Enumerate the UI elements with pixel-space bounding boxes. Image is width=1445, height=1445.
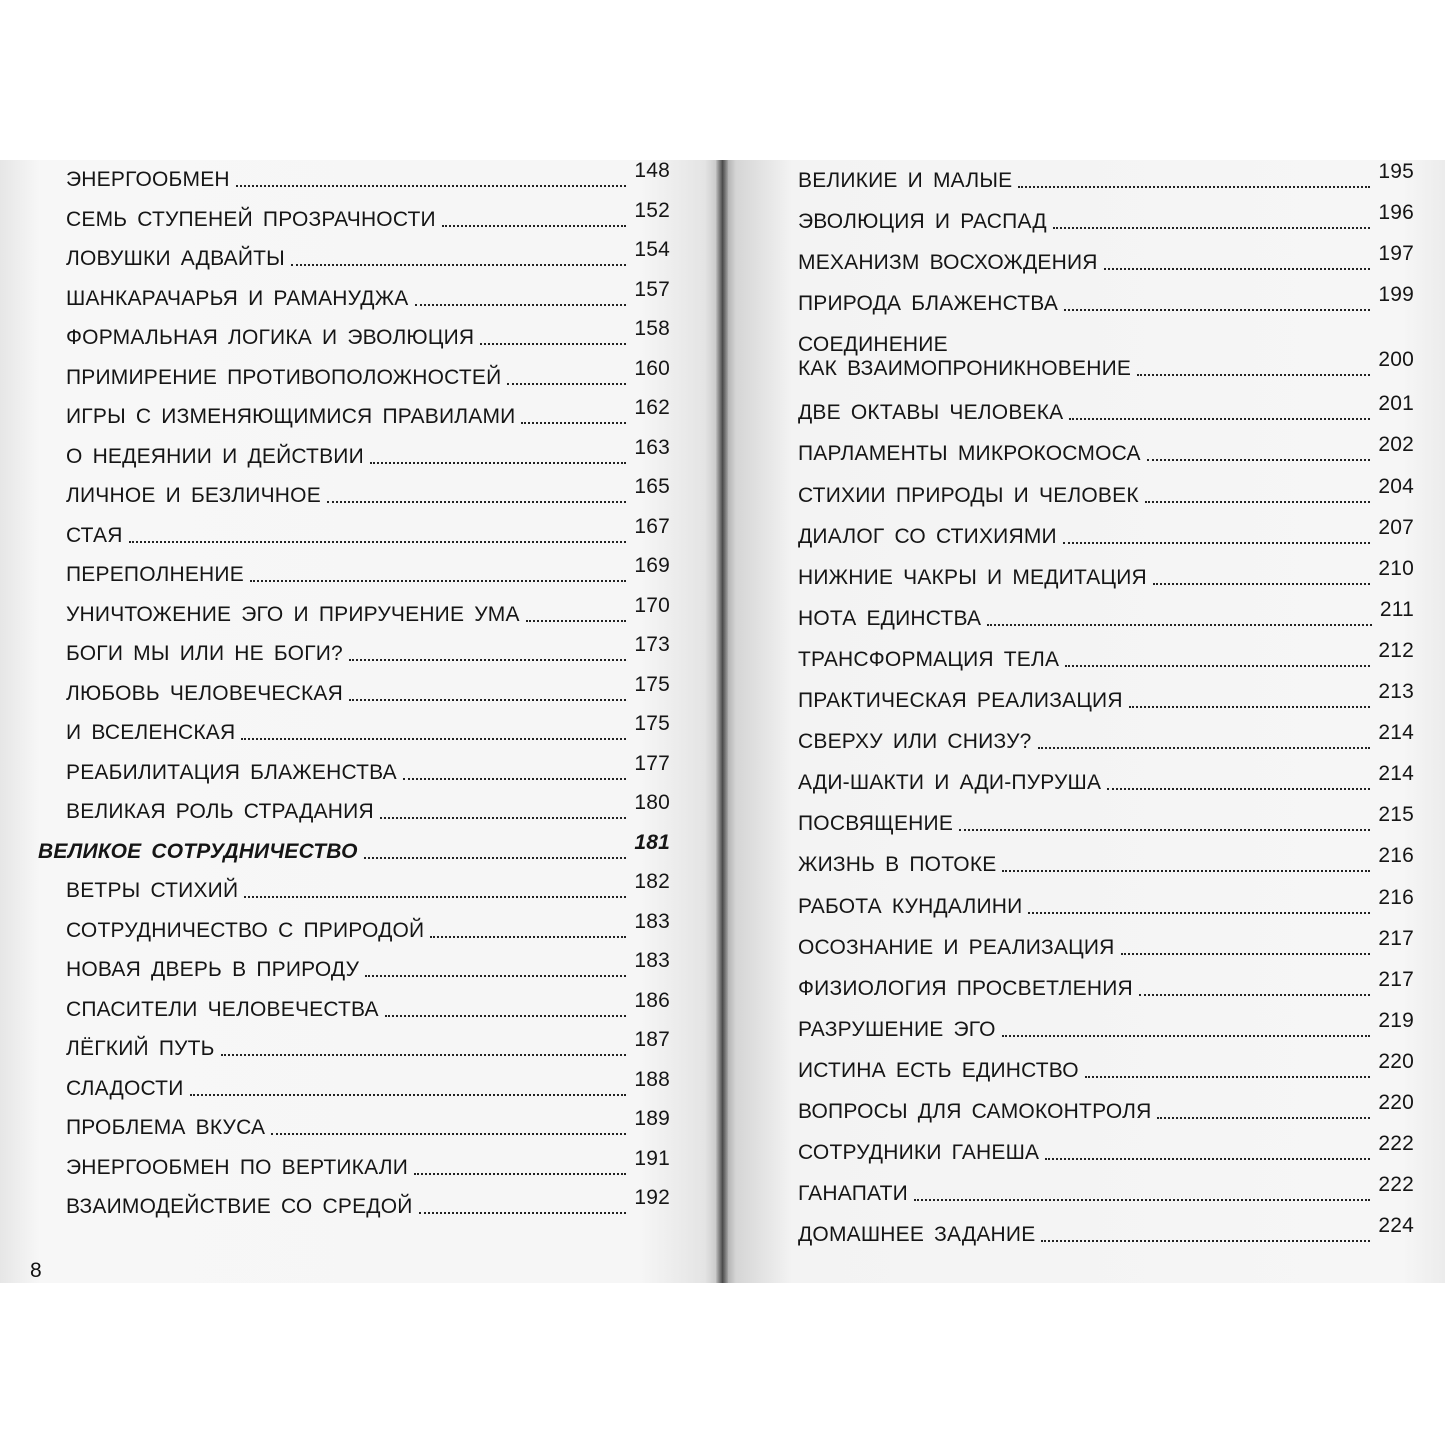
toc-entry	[66, 554, 670, 603]
toc-entry	[66, 277, 670, 327]
dot-leader	[1157, 1117, 1370, 1119]
entry-page-number: 207	[1378, 515, 1414, 539]
dot-leader	[1147, 459, 1371, 461]
entry-title: ИСТИНА ЕСТЬ ЕДИНСТВО	[798, 1058, 1079, 1082]
entry-title: ВЕТРЫ СТИХИЙ	[66, 879, 239, 902]
toc-entry	[66, 198, 670, 248]
entry-title: ПЕРЕПОЛНЕНИЕ	[66, 563, 244, 586]
entry-page-number: 183	[634, 909, 670, 933]
entry-page-number: 180	[634, 791, 670, 814]
toc-entry	[798, 556, 1414, 607]
entry-page-number: 188	[634, 1067, 670, 1091]
dot-leader	[221, 1054, 627, 1056]
toc-entry	[66, 1067, 670, 1117]
entry-page-number: 165	[634, 475, 670, 498]
entry-page-number: 219	[1378, 1008, 1414, 1032]
entry-page-number: 154	[634, 238, 670, 261]
entry-page-number: 183	[634, 949, 670, 972]
toc-entry	[66, 475, 670, 524]
right-toc-list	[798, 160, 1414, 1264]
toc-entry	[66, 317, 670, 366]
book-spread	[0, 160, 1445, 1283]
entry-page-number: 177	[634, 751, 670, 775]
dot-leader	[241, 738, 626, 740]
entry-page-number: 212	[1378, 638, 1414, 662]
toc-entry	[798, 762, 1414, 812]
entry-page-number: 162	[634, 396, 670, 419]
entry-title: ЭНЕРГООБМЕН	[66, 168, 230, 191]
dot-leader	[1137, 374, 1370, 376]
entry-title: СОТРУДНИКИ ГАНЕША	[798, 1141, 1040, 1165]
entry-title: ЭВОЛЮЦИЯ И РАСПАД	[798, 210, 1047, 234]
dot-leader	[327, 501, 626, 503]
entry-page-number: 220	[1378, 1090, 1414, 1114]
entry-page-number: 201	[1378, 392, 1414, 416]
entry-page-number: 199	[1378, 283, 1414, 307]
toc-entry	[66, 160, 670, 208]
entry-page-number: 182	[634, 870, 670, 893]
entry-page-number: 187	[634, 1028, 670, 1051]
entry-page-number: 191	[634, 1146, 670, 1170]
entry-title: ВОПРОСЫ ДЛЯ САМОКОНТРОЛЯ	[798, 1099, 1152, 1123]
dot-leader	[271, 1133, 626, 1135]
entry-title: НИЖНИЕ ЧАКРЫ И МЕДИТАЦИЯ	[798, 565, 1147, 589]
toc-entry	[798, 721, 1414, 771]
dot-leader	[403, 778, 626, 780]
entry-title: ЛОВУШКИ АДВАЙТЫ	[66, 247, 285, 270]
toc-entry	[66, 593, 670, 643]
dot-leader	[1104, 268, 1371, 270]
entry-title: СТАЯ	[66, 523, 123, 547]
entry-title: ВЕЛИКАЯ РОЛЬ СТРАДАНИЯ	[66, 800, 374, 823]
entry-page-number: 195	[1378, 160, 1414, 183]
entry-page-number: 169	[634, 554, 670, 577]
entry-page-number: 148	[634, 160, 670, 182]
entry-title: ПОСВЯЩЕНИЕ	[798, 812, 954, 836]
dot-leader	[370, 462, 626, 464]
entry-page-number: 173	[634, 633, 670, 656]
entry-title: ДВЕ ОКТАВЫ ЧЕЛОВЕКА	[798, 401, 1064, 425]
entry-page-number: 214	[1378, 762, 1414, 786]
dot-leader	[419, 1212, 627, 1214]
entry-page-number: 175	[634, 712, 670, 735]
entry-page-number: 181	[634, 830, 670, 854]
dot-leader	[190, 1094, 627, 1096]
toc-entry	[798, 885, 1414, 936]
entry-title: СЕМЬ СТУПЕНЕЙ ПРОЗРАЧНОСТИ	[66, 207, 436, 231]
dot-leader	[442, 225, 627, 227]
entry-title: ЭНЕРГООБМЕН ПО ВЕРТИКАЛИ	[66, 1155, 409, 1179]
entry-title: УНИЧТОЖЕНИЕ ЭГО И ПРИРУЧЕНИЕ УМА	[66, 602, 520, 626]
entry-page-number: 196	[1378, 201, 1414, 225]
entry-title: СТИХИИ ПРИРОДЫ И ЧЕЛОВЕК	[798, 483, 1139, 507]
toc-entry	[66, 1107, 670, 1156]
dot-leader	[380, 817, 627, 819]
dot-leader	[1063, 542, 1371, 544]
dot-leader	[415, 304, 627, 306]
entry-title: ИГРЫ С ИЗМЕНЯЮЩИМИСЯ ПРАВИЛАМИ	[66, 405, 516, 428]
book-gutter-shadow	[716, 160, 728, 1283]
toc-entry	[66, 712, 670, 761]
entry-title: РАЗРУШЕНИЕ ЭГО	[798, 1017, 996, 1041]
entry-title: ШАНКАРАЧАРЬЯ И РАМАНУДЖА	[66, 286, 409, 310]
entry-page-number: 152	[634, 198, 670, 222]
toc-entry	[798, 1008, 1414, 1059]
entry-title: МЕХАНИЗМ ВОСХОЖДЕНИЯ	[798, 251, 1098, 275]
dot-leader	[1038, 747, 1371, 749]
entry-title: СОТРУДНИЧЕСТВО С ПРИРОДОЙ	[66, 918, 425, 942]
entry-title: ПАРЛАМЕНТЫ МИКРОКОСМОСА	[798, 442, 1141, 466]
entry-title: ВЕЛИКОЕ СОТРУДНИЧЕСТВО	[38, 839, 358, 863]
entry-title: БОГИ МЫ ИЛИ НЕ БОГИ?	[66, 642, 343, 665]
right-page	[722, 160, 1445, 1283]
toc-entry	[798, 474, 1414, 525]
dot-leader	[1085, 1076, 1371, 1078]
entry-page-number: 160	[634, 356, 670, 380]
entry-page-number: 186	[634, 988, 670, 1012]
entry-title: ПРОБЛЕМА ВКУСА	[66, 1116, 266, 1139]
dot-leader	[349, 659, 626, 661]
toc-entry	[798, 1049, 1414, 1100]
entry-title: ТРАНСФОРМАЦИЯ ТЕЛА	[798, 647, 1060, 671]
dot-leader	[1002, 870, 1370, 872]
dot-leader	[1018, 186, 1370, 188]
toc-entry	[798, 333, 1414, 401]
toc-entry	[66, 949, 670, 998]
toc-section-heading	[38, 830, 670, 880]
dot-leader	[1028, 912, 1370, 914]
entry-title: О НЕДЕЯНИИ И ДЕЙСТВИИ	[66, 444, 364, 468]
toc-entry	[798, 597, 1414, 648]
toc-entry	[798, 967, 1414, 1018]
entry-page-number: 211	[1379, 597, 1414, 621]
entry-title-line1: СОЕДИНЕНИЕ	[798, 333, 948, 357]
toc-entry	[798, 1173, 1414, 1223]
entry-title: ФОРМАЛЬНАЯ ЛОГИКА И ЭВОЛЮЦИЯ	[66, 326, 475, 349]
entry-page-number: 210	[1378, 556, 1414, 580]
dot-leader	[414, 1173, 626, 1175]
dot-leader	[385, 1015, 627, 1017]
entry-title: ПРИРОДА БЛАЖЕНСТВА	[798, 292, 1059, 316]
dot-leader	[1053, 227, 1371, 229]
entry-page-number: 216	[1378, 844, 1414, 868]
toc-entry	[66, 870, 670, 919]
entry-title: ФИЗИОЛОГИЯ ПРОСВЕТЛЕНИЯ	[798, 976, 1133, 1000]
toc-entry	[66, 1028, 670, 1077]
entry-page-number: 215	[1378, 803, 1414, 827]
dot-leader	[480, 343, 626, 345]
entry-page-number: 189	[634, 1107, 670, 1130]
entry-title: ЛИЧНОЕ И БЕЗЛИЧНОЕ	[66, 484, 321, 507]
entry-page-number: 220	[1378, 1049, 1414, 1073]
entry-title: ЖИЗНЬ В ПОТОКЕ	[798, 853, 997, 877]
entry-page-number: 192	[634, 1186, 670, 1209]
entry-title: РАБОТА КУНДАЛИНИ	[798, 894, 1023, 918]
entry-title: ДОМАШНЕЕ ЗАДАНИЕ	[798, 1223, 1036, 1247]
entry-title: КАК ВЗАИМОПРОНИКНОВЕНИЕ	[798, 357, 1132, 381]
entry-page-number: 222	[1378, 1173, 1414, 1197]
entry-page-number: 157	[634, 277, 670, 301]
entry-title: ПРАКТИЧЕСКАЯ РЕАЛИЗАЦИЯ	[798, 689, 1123, 713]
dot-leader	[959, 829, 1370, 831]
entry-page-number: 204	[1378, 474, 1414, 498]
entry-page-number: 216	[1378, 885, 1414, 909]
toc-entry	[798, 1090, 1414, 1141]
dot-leader	[1045, 1158, 1370, 1160]
toc-entry	[66, 1186, 670, 1235]
dot-leader	[291, 264, 626, 266]
page-folio: 8	[30, 1259, 42, 1282]
toc-entry	[798, 201, 1414, 251]
entry-page-number: 163	[634, 435, 670, 459]
dot-leader	[526, 620, 627, 622]
entry-title: НОТА ЕДИНСТВА	[798, 606, 982, 630]
toc-entry	[798, 844, 1414, 894]
entry-page-number: 217	[1378, 926, 1414, 950]
dot-leader	[1139, 994, 1371, 996]
toc-entry	[798, 433, 1414, 483]
dot-leader	[1129, 706, 1371, 708]
dot-leader	[521, 422, 626, 424]
toc-entry	[798, 803, 1414, 853]
entry-title: ВЗАИМОДЕЙСТВИЕ СО СРЕДОЙ	[66, 1195, 413, 1218]
entry-page-number: 214	[1378, 721, 1414, 745]
dot-leader	[129, 541, 627, 543]
toc-entry	[798, 160, 1414, 210]
dot-leader	[507, 383, 626, 385]
dot-leader	[1069, 418, 1370, 420]
entry-title: РЕАБИЛИТАЦИЯ БЛАЖЕНСТВА	[66, 760, 397, 784]
dot-leader	[250, 580, 626, 582]
toc-entry	[798, 515, 1414, 566]
dot-leader	[914, 1199, 1370, 1201]
dot-leader	[430, 936, 626, 938]
entry-title: И ВСЕЛЕНСКАЯ	[66, 721, 236, 744]
entry-title: НОВАЯ ДВЕРЬ В ПРИРОДУ	[66, 958, 360, 981]
entry-page-number: 202	[1378, 433, 1414, 457]
entry-page-number: 213	[1378, 680, 1414, 704]
entry-title: АДИ-ШАКТИ И АДИ-ПУРУША	[798, 771, 1102, 795]
entry-page-number: 224	[1378, 1214, 1414, 1238]
toc-entry	[798, 680, 1414, 730]
entry-page-number: 197	[1378, 242, 1414, 266]
entry-title: СЛАДОСТИ	[66, 1076, 184, 1100]
toc-entry	[66, 988, 670, 1038]
toc-entry	[798, 242, 1414, 292]
toc-entry	[66, 238, 670, 287]
dot-leader	[364, 857, 627, 859]
entry-page-number: 158	[634, 317, 670, 340]
dot-leader	[244, 896, 626, 898]
entry-title: ЛЮБОВЬ ЧЕЛОВЕЧЕСКАЯ	[66, 681, 344, 705]
left-page	[0, 160, 722, 1283]
entry-page-number: 167	[634, 514, 670, 538]
toc-entry	[798, 1132, 1414, 1182]
toc-entry	[798, 638, 1414, 689]
toc-entry	[66, 672, 670, 722]
toc-entry	[66, 356, 670, 406]
entry-title: СВЕРХУ ИЛИ СНИЗУ?	[798, 730, 1032, 754]
entry-page-number: 217	[1378, 967, 1414, 991]
toc-entry	[66, 1146, 670, 1196]
dot-leader	[1002, 1035, 1371, 1037]
entry-title: ЛЁГКИЙ ПУТЬ	[66, 1037, 215, 1060]
toc-entry	[798, 926, 1414, 977]
dot-leader	[236, 185, 627, 187]
toc-entry	[66, 396, 670, 445]
entry-page-number: 175	[634, 672, 670, 696]
entry-page-number: 222	[1378, 1132, 1414, 1156]
entry-page-number: 170	[634, 593, 670, 617]
toc-entry	[66, 909, 670, 959]
entry-page-number: 200	[1378, 348, 1414, 372]
dot-leader	[1121, 953, 1371, 955]
dot-leader	[1041, 1240, 1370, 1242]
toc-entry	[66, 791, 670, 840]
toc-entry	[66, 633, 670, 682]
dot-leader	[987, 624, 1372, 626]
left-toc-list	[38, 160, 670, 1235]
toc-entry	[66, 435, 670, 485]
dot-leader	[1065, 665, 1370, 667]
dot-leader	[1107, 788, 1370, 790]
dot-leader	[349, 699, 626, 701]
toc-entry	[66, 751, 670, 801]
toc-entry	[798, 283, 1414, 333]
entry-title: ОСОЗНАНИЕ И РЕАЛИЗАЦИЯ	[798, 935, 1115, 959]
toc-entry	[798, 392, 1414, 442]
dot-leader	[1153, 583, 1370, 585]
entry-title: ПРИМИРЕНИЕ ПРОТИВОПОЛОЖНОСТЕЙ	[66, 365, 502, 389]
dot-leader	[1145, 501, 1371, 503]
dot-leader	[365, 975, 626, 977]
dot-leader	[1064, 309, 1370, 311]
toc-entry	[66, 514, 670, 564]
entry-title: ВЕЛИКИЕ И МАЛЫЕ	[798, 169, 1013, 192]
toc-entry	[798, 1214, 1414, 1264]
entry-title: ГАНАПАТИ	[798, 1182, 908, 1206]
entry-title: СПАСИТЕЛИ ЧЕЛОВЕЧЕСТВА	[66, 997, 379, 1021]
entry-title: ДИАЛОГ СО СТИХИЯМИ	[798, 524, 1057, 548]
